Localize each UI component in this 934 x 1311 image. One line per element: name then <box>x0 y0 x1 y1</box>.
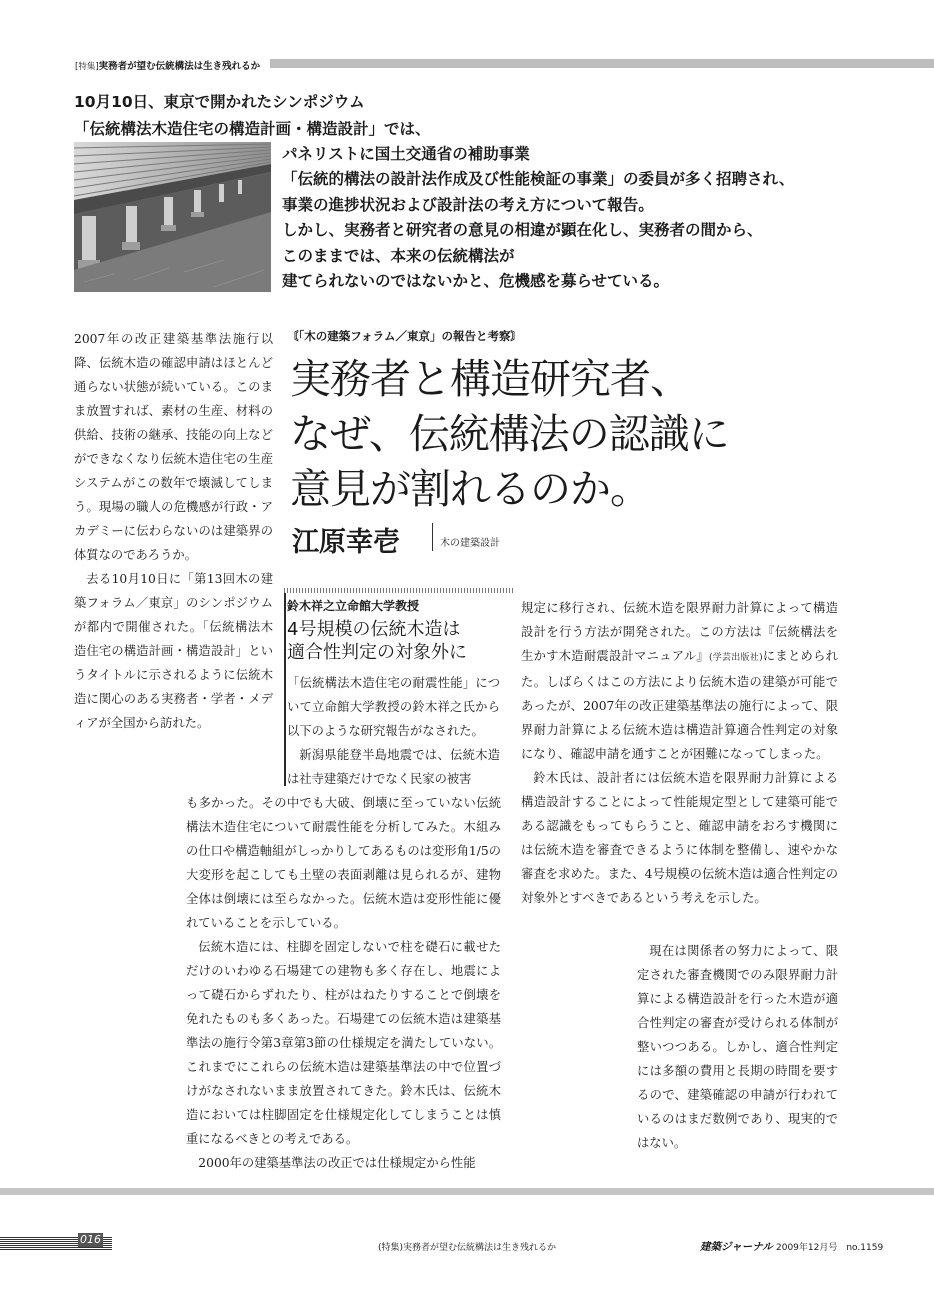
subsection-byline: 鈴木祥之立命館大学教授 <box>287 599 420 613</box>
paragraph: 去る10月10日に「第13回木の建築フォラム／東京」のシンポジウムが都内で開催された。「伝統構法木造住宅の構造計画・構造設計」というタイトルに示されるように伝統木造に関心のある実務者・学者・メディアが全国から訪れた。 <box>74 572 273 730</box>
paragraph <box>521 596 838 766</box>
running-header-tag: [特集] <box>75 62 99 72</box>
subsection-title <box>287 618 467 664</box>
middle-column-top <box>287 671 500 791</box>
subsection-frame-left <box>284 593 286 786</box>
paragraph: 2007年の改正建築基準法施行以降、伝統木造の確認申請はほとんど通らない状態が続いている。このまま放置すれば、素材の生産、材料の供給、技術の継承、技能の向上などができなくなり伝統木造住宅の生産システムがこの数年で壊滅してしまう。現場の職人の危機感が行政・アカデミーに伝わらないのは建築界の体質なのであろうか。 <box>74 332 273 562</box>
subsection-title-line: 適合性判定の対象外に <box>287 642 467 663</box>
footer-rule <box>0 1188 934 1195</box>
lead-line: 事業の進捗状況および設計法の考え方について報告。 <box>282 196 654 214</box>
building-photo <box>74 142 271 292</box>
author-name: 江原幸壱 <box>292 527 400 558</box>
publisher-note: (学芸出版社) <box>708 653 763 663</box>
issue-info: 2009年12月号 no.1159 <box>776 1243 884 1253</box>
running-header <box>75 58 260 72</box>
paragraph: も多かった。その中でも大破、倒壊に至っていない伝統構法木造住宅について耐震性能を分析してみた。木組みの仕口や構造軸組がしっかりしてあるものは変形角1/5の大変形を起こしても土壁の表面剥離は見られるが、建物全体は倒壊には至らなかった。伝統木造は変形性能に優れていることを示している。 <box>186 796 501 930</box>
text-run: 規定に移行され、伝統木造を限界耐力計算によって構造設計を行う方法が開発された。この方法は『伝統構法を生かす木造耐震設計マニュアル』 <box>521 601 838 663</box>
paragraph: 現在は関係者の努力によって、限定された審査機関でのみ限界耐力計算による構造設計を行った木造が適合性判定の審査が受けられる体制が整いつつある。しかし、適合性判定には多額の費用と長期の時間を要するので、建築確認の申請が行われているのはまだ数例であり、現実的ではない。 <box>637 944 838 1150</box>
lead-line: パネリストに国土交通省の補助事業 <box>282 145 530 163</box>
magazine-name: 建築ジャーナル <box>700 1241 773 1253</box>
left-column <box>74 327 273 735</box>
page-number: 016 <box>80 1233 101 1246</box>
lead-line: しかし、実務者と研究者の意見の相違が顕在化し、実務者の間から、 <box>282 221 763 239</box>
timber-foundation-image <box>74 142 271 292</box>
paragraph: 伝統木造には、柱脚を固定しないで柱を礎石に載せただけのいわゆる石場建ての建物も多く存在し、地震によって礎石からずれたり、柱がはねたりすることで倒壊を免れたものも多くあった。石場建ての伝統木造は建築基準法の施行令第3章第3節の仕様規定を満たしていない。これまでにこれらの伝統木造は建築基準法の中で位置づけがなされないまま放置されてきた。鈴木氏は、伝統木造においては柱脚固定を仕様規定化してしまうことは慎重になるべきとの考えである。 <box>186 940 501 1146</box>
lead-line: 建てられないのではないかと、危機感を募らせている。 <box>282 272 670 290</box>
title-line: 意見が割れるのか。 <box>290 465 650 513</box>
paragraph: 鈴木氏は、設計者には伝統木造を限界耐力計算による構造設計することによって性能規定型として建築可能である認識をもってもらうこと、確認申請をおろす機関には伝統木造を審査できるように体制を整備し、速やかな審査を求めた。また、4号規模の伝統木造は適合性判定の対象外とすべきであるという考えを示した。 <box>521 771 838 905</box>
right-column-inset <box>637 939 838 1155</box>
subsection-title-line: 4号規模の伝統木造は <box>287 619 461 640</box>
lead-line: 10月10日、東京で開かれたシンポジウム <box>74 93 365 111</box>
paragraph: 2000年の建築基準法の改正では仕様規定から性能 <box>198 1156 476 1170</box>
right-column <box>521 596 838 910</box>
lead-line: このままでは、本来の伝統構法が <box>282 247 515 265</box>
lead-line: 「伝統的構法の設計法作成及び性能検証の事業」の委員が多く招聘され、 <box>282 170 795 188</box>
paragraph: 新潟県能登半島地震では、伝統木造は社寺建築だけでなく民家の被害 <box>287 748 500 786</box>
article-title <box>290 352 729 517</box>
title-line: なぜ、伝統構法の認識に <box>290 410 729 458</box>
title-line: 実務者と構造研究者、 <box>290 355 690 403</box>
author-affiliation: 木の建築設計 <box>440 538 500 549</box>
paragraph: 「伝統構法木造住宅の耐震性能」について立命館大学教授の鈴木祥之氏から以下のような研究報告がなされた。 <box>287 676 500 738</box>
header-rule <box>270 59 934 68</box>
footer-title: (特集)実務者が望む伝統構法は生き残れるか <box>378 1243 557 1253</box>
text-run: にまとめられた。しばらくはこの方法により伝統木造の建築が可能であったが、2007年の改正建築基準法の施行によって、限界耐力計算による伝統木造は構造計算適合性判定の対象になり、確認申請を通すことが困難になってしまった。 <box>521 649 838 761</box>
author-divider <box>432 523 433 551</box>
middle-column-bottom <box>186 791 501 1175</box>
subsection-frame-top <box>284 588 514 593</box>
lead-line: 「伝統構法木造住宅の構造計画・構造設計」では、 <box>74 120 431 138</box>
running-header-title: 実務者が望む伝統構法は生き残れるか <box>98 61 261 72</box>
section-label: 〘「木の建築フォラム／東京」の報告と考察〙 <box>287 329 523 343</box>
